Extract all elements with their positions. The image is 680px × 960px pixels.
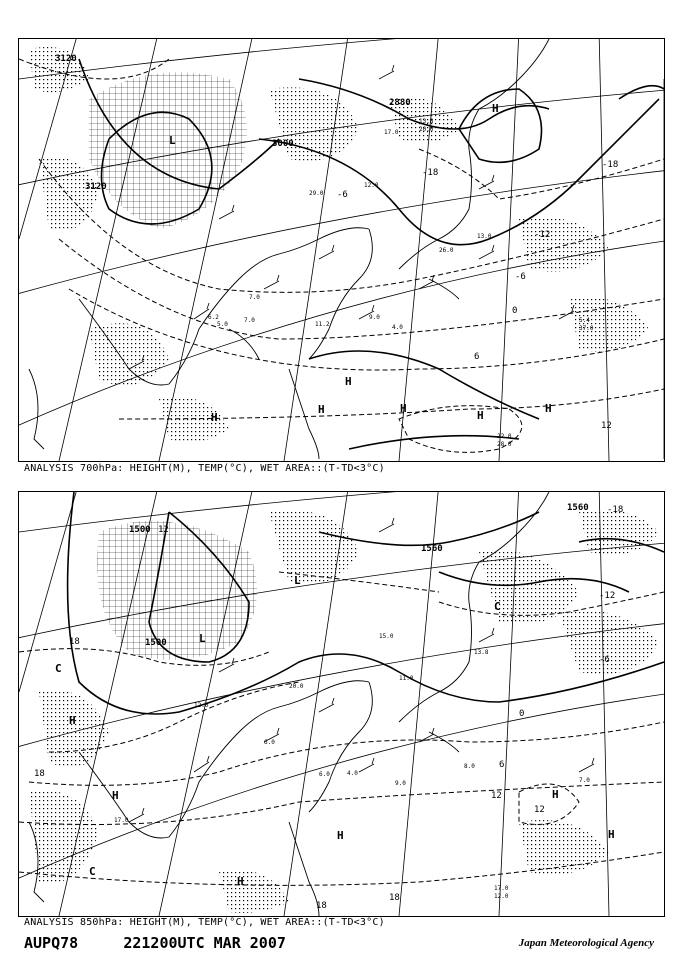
station-value: 6.0 bbox=[264, 739, 275, 746]
station-value: 17.0 bbox=[384, 129, 399, 136]
height-label: 3000 bbox=[272, 139, 294, 149]
temp-label: 12 bbox=[534, 805, 545, 815]
station-value: 12.0 bbox=[364, 182, 379, 189]
height-label: 1560 bbox=[567, 503, 589, 513]
valid-time: 221200UTC MAR 2007 bbox=[123, 934, 286, 952]
temp-label: -18 bbox=[422, 168, 439, 178]
low-center: L bbox=[169, 134, 176, 147]
station-value: 6.0 bbox=[319, 771, 330, 778]
station-value: 12.0 bbox=[494, 893, 509, 900]
temp-label: 12 bbox=[491, 791, 502, 801]
temp-label: 18 bbox=[69, 637, 80, 647]
high-center: H bbox=[608, 828, 615, 841]
height-label: 1560 bbox=[421, 544, 443, 554]
temp-label: 18 bbox=[316, 901, 327, 911]
high-center: H bbox=[211, 411, 218, 424]
station-value: 15.0 bbox=[379, 633, 394, 640]
map-850hpa-svg bbox=[19, 492, 664, 916]
station-value: 4.0 bbox=[347, 770, 358, 777]
station-value: 7.0 bbox=[249, 294, 260, 301]
product-code: AUPQ78 bbox=[24, 934, 79, 952]
high-center: H bbox=[477, 409, 484, 422]
low-center: L bbox=[294, 574, 301, 587]
temp-label: 0 bbox=[519, 709, 525, 719]
station-value: 9.0 bbox=[395, 780, 406, 787]
station-value: 11.0 bbox=[399, 675, 414, 682]
high-center: H bbox=[69, 714, 76, 727]
station-value: 13.8 bbox=[419, 118, 434, 125]
station-value: 6.2 bbox=[208, 314, 219, 321]
station-value: 26.0 bbox=[439, 247, 454, 254]
temp-label: -6 bbox=[599, 655, 610, 665]
station-value: 22.0 bbox=[497, 433, 512, 440]
station-value: 4.0 bbox=[392, 324, 403, 331]
height-label: 3120 bbox=[85, 182, 107, 192]
high-center: H bbox=[318, 403, 325, 416]
agency-name: Japan Meteorological Agency bbox=[518, 937, 654, 949]
temp-label: 18 bbox=[34, 769, 45, 779]
station-value: 9.0 bbox=[369, 314, 380, 321]
station-value: 12.0 bbox=[194, 702, 209, 709]
map-700hpa-svg bbox=[19, 39, 664, 461]
station-plots bbox=[114, 633, 590, 900]
temp-label: 12 bbox=[601, 421, 612, 431]
station-value: 17.0 bbox=[494, 885, 509, 892]
height-label: 2880 bbox=[389, 98, 411, 108]
wet-areas bbox=[29, 47, 649, 442]
height-label: 1500 bbox=[145, 638, 167, 648]
station-plots bbox=[208, 118, 594, 448]
temp-label: -18 bbox=[602, 160, 619, 170]
station-value: 28.0 bbox=[497, 441, 512, 448]
cold-center: C bbox=[494, 600, 501, 613]
station-value: 5.0 bbox=[217, 321, 228, 328]
panel-caption-850hpa: ANALYSIS 850hPa: HEIGHT(M), TEMP(°C), WET AREA::(T-TD<3°C) bbox=[24, 917, 385, 928]
station-value: 20.0 bbox=[419, 126, 434, 133]
temp-label: 6 bbox=[499, 760, 505, 770]
station-value: 8.0 bbox=[464, 763, 475, 770]
station-value: 7.0 bbox=[579, 777, 590, 784]
height-label: 1500 bbox=[129, 525, 151, 535]
high-center: H bbox=[337, 829, 344, 842]
cold-center: C bbox=[55, 662, 62, 675]
temp-label: -12 bbox=[534, 230, 551, 240]
high-center: H bbox=[345, 375, 352, 388]
station-value: 37.0 bbox=[579, 325, 594, 332]
analysis-850hpa-map bbox=[18, 491, 665, 917]
high-center: H bbox=[237, 875, 244, 888]
temp-label: -12 bbox=[599, 591, 616, 601]
temp-label: -6 bbox=[515, 272, 526, 282]
chart-footer bbox=[24, 934, 286, 952]
height-label: 3120 bbox=[55, 54, 77, 64]
station-value: 7.0 bbox=[244, 317, 255, 324]
panel-caption-700hpa: ANALYSIS 700hPa: HEIGHT(M), TEMP(°C), WET AREA::(T-TD<3°C) bbox=[24, 463, 385, 474]
high-center: H bbox=[400, 402, 407, 415]
station-value: 20.0 bbox=[289, 683, 304, 690]
wet-areas bbox=[29, 510, 659, 913]
station-value: 5.4 bbox=[579, 317, 590, 324]
high-center: H bbox=[492, 102, 499, 115]
cold-center: C bbox=[89, 865, 96, 878]
analysis-700hpa-map bbox=[18, 38, 665, 462]
temp-label: -18 bbox=[607, 505, 624, 515]
temp-label: -6 bbox=[337, 190, 348, 200]
temp-label: 0 bbox=[512, 306, 518, 316]
temp-label: 18 bbox=[389, 893, 400, 903]
temp-label: 6 bbox=[474, 352, 480, 362]
temp-label: 12 bbox=[158, 525, 169, 535]
low-center: L bbox=[199, 632, 206, 645]
high-center: H bbox=[552, 788, 559, 801]
station-value: 29.0 bbox=[309, 190, 324, 197]
station-value: 13.8 bbox=[474, 649, 489, 656]
high-center: H bbox=[545, 402, 552, 415]
station-value: 17.0 bbox=[114, 817, 129, 824]
high-center: H bbox=[112, 789, 119, 802]
station-value: 11.2 bbox=[315, 321, 330, 328]
station-value: 13.0 bbox=[477, 233, 492, 240]
